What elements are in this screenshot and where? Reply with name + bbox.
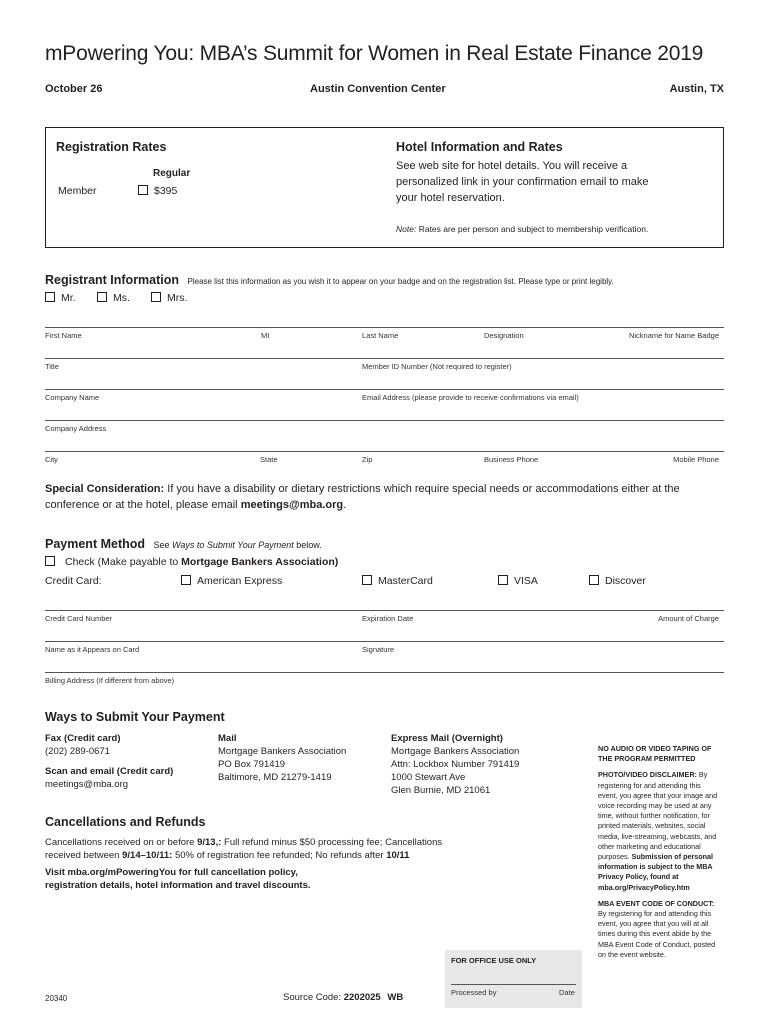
visa-checkbox[interactable] [498, 575, 508, 585]
scan-title: Scan and email (Credit card) [45, 766, 174, 777]
payment-header [45, 535, 322, 553]
card-visa[interactable] [498, 575, 538, 587]
member-price: $395 [154, 185, 178, 197]
cancel-date: 9/13,: [197, 837, 222, 848]
mr-checkbox[interactable] [45, 292, 55, 302]
field-line-billing[interactable] [45, 672, 724, 673]
amex-label: American Express [197, 575, 283, 587]
card-number-label: Credit Card Number [45, 614, 113, 623]
state-label: State [260, 455, 278, 464]
mrs-checkbox[interactable] [151, 292, 161, 302]
photo-title: PHOTO/VIDEO DISCLAIMER: [598, 770, 697, 780]
field-line-address[interactable] [45, 420, 724, 421]
note-text: Rates are per person and subject to membership verification. [418, 224, 649, 234]
mobile-phone-label: Mobile Phone [673, 455, 719, 464]
visa-label: VISA [514, 575, 538, 587]
ms-checkbox[interactable] [97, 292, 107, 302]
mi-label: MI [261, 331, 270, 340]
check-payee: Mortgage Bankers Association) [181, 556, 339, 568]
event-date: October 26 [45, 83, 103, 95]
salutation-mrs[interactable] [151, 292, 187, 304]
note-label: Note: [396, 224, 417, 234]
member-label: Member [58, 185, 97, 197]
expiration-label: Expiration Date [362, 614, 414, 623]
express-line: 1000 Stewart Ave [391, 772, 466, 783]
cancel-text: Full refund minus $50 processing fee; Cancellations [224, 837, 443, 848]
cancel-text: Cancellations received on or before [45, 837, 195, 848]
cancel-text: received between [45, 850, 120, 861]
zip-label: Zip [362, 455, 373, 464]
cancel-text: 50% of registration fee refunded; No refunds after [174, 850, 384, 861]
see-italic: Ways to Submit Your Payment [172, 540, 294, 550]
mail-line: PO Box 791419 [218, 759, 286, 770]
credit-card-label: Credit Card: [45, 575, 102, 587]
processed-by-label: Processed by [451, 988, 497, 997]
discover-label: Discover [605, 575, 646, 587]
hotel-heading: Hotel Information and Rates [396, 140, 563, 154]
member-rate-checkbox[interactable] [138, 185, 148, 195]
signature-label: Signature [362, 645, 395, 654]
city-label: City [45, 455, 58, 464]
express-title: Express Mail (Overnight) [391, 733, 503, 744]
ms-label: Ms. [113, 292, 130, 304]
special-end: . [343, 499, 347, 511]
field-line-name[interactable] [45, 327, 724, 328]
scan-email: meetings@mba.org [45, 779, 129, 790]
cancel-body [45, 836, 565, 892]
mail-line: Baltimore, MD 21279-1419 [218, 772, 332, 783]
billing-label: Billing Address (If different from above) [45, 676, 175, 685]
salutation-ms[interactable] [97, 292, 130, 304]
check-prefix: Check (Make payable to [65, 556, 179, 568]
field-line-card-name[interactable] [45, 641, 724, 642]
see-suffix: below. [296, 540, 322, 550]
registrant-header [45, 271, 614, 289]
company-name-label: Company Name [45, 393, 100, 402]
name-on-card-label: Name as it Appears on Card [45, 645, 140, 654]
special-text: If you have a disability or dietary restrictions which require special needs or accommodations either at the conference or at the hotel, please email [45, 483, 680, 511]
source-code [283, 992, 403, 1003]
express-line: Glen Burnie, MD 21061 [391, 785, 491, 796]
express-block [391, 732, 519, 797]
office-heading: FOR OFFICE USE ONLY [451, 956, 537, 965]
field-line-company[interactable] [45, 389, 724, 390]
cancel-date: 10/11 [386, 850, 410, 861]
card-amex[interactable] [181, 575, 282, 587]
see-prefix: See [153, 540, 170, 550]
event-venue: Austin Convention Center [310, 83, 446, 95]
mrs-label: Mrs. [167, 292, 188, 304]
source-initials: WB [387, 992, 404, 1003]
fax-block [45, 732, 173, 791]
payment-see [153, 540, 321, 550]
cancel-heading: Cancellations and Refunds [45, 815, 206, 829]
fax-number: (202) 289-0671 [45, 746, 110, 757]
code-of-conduct [598, 899, 720, 960]
check-option[interactable] [45, 556, 338, 568]
source-label: Source Code: [283, 992, 342, 1003]
amex-checkbox[interactable] [181, 575, 191, 585]
cancel-line-2 [45, 849, 565, 862]
express-line: Mortgage Bankers Association [391, 746, 520, 757]
nickname-label: Nickname for Name Badge [628, 331, 719, 340]
cancel-line-1 [45, 836, 565, 849]
event-city: Austin, TX [669, 83, 724, 95]
registration-rates-heading: Registration Rates [56, 140, 167, 154]
mail-title: Mail [218, 733, 237, 744]
visit-line-1: Visit mba.org/mPoweringYou for full cancellation policy, [45, 867, 298, 878]
business-phone-label: Business Phone [484, 455, 539, 464]
ways-heading: Ways to Submit Your Payment [45, 710, 225, 724]
special-label: Special Consideration: [45, 483, 165, 495]
code-title: MBA EVENT CODE OF CONDUCT: [598, 898, 715, 908]
source-code-value: 2202025 [343, 992, 381, 1003]
last-name-label: Last Name [362, 331, 399, 340]
registrant-heading: Registrant Information [45, 273, 180, 287]
page-title: mPowering You: MBA’s Summit for Women in Real Estate Finance 2019 [45, 42, 704, 65]
member-rate-option[interactable] [138, 185, 177, 197]
no-audio-notice: NO AUDIO OR VIDEO TAPING OF THE PROGRAM PERMITTED [598, 744, 712, 764]
member-id-label: Member ID Number (Not required to register) [362, 362, 512, 371]
card-mastercard[interactable] [362, 575, 433, 587]
disclaimer-sidebar [598, 744, 720, 960]
form-id: 20340 [45, 994, 68, 1003]
cancel-date: 9/14–10/11: [122, 850, 173, 861]
field-line-title[interactable] [45, 358, 724, 359]
title-label: Title [45, 362, 59, 371]
payment-heading: Payment Method [45, 537, 146, 551]
amount-label: Amount of Charge [658, 614, 719, 623]
discover-checkbox[interactable] [589, 575, 599, 585]
photo-disclaimer [598, 770, 720, 892]
designation-label: Designation [484, 331, 524, 340]
photo-text: By registering for and attending this event, you agree that your image and voice recording may be used at any time, without further notification, for printed materials, websites, social media, live-streaming, webcasts, and other marketing and educational purposes. [598, 770, 718, 862]
hotel-note [396, 224, 648, 234]
visit-line-2: registration details, hotel information and travel discounts. [45, 880, 311, 891]
company-address-label: Company Address [45, 424, 107, 433]
office-line[interactable] [451, 984, 576, 985]
mail-line: Mortgage Bankers Association [218, 746, 347, 757]
mastercard-label: MasterCard [378, 575, 433, 587]
photo-privacy: Submission of personal information is subject to the MBA Privacy Policy, found at mba.org/PrivacyPolicy.htm [598, 852, 714, 892]
field-line-card-number[interactable] [45, 610, 724, 611]
check-checkbox[interactable] [45, 556, 55, 566]
special-email: meetings@mba.org [240, 499, 344, 511]
mastercard-checkbox[interactable] [362, 575, 372, 585]
special-consideration [45, 481, 705, 513]
card-discover[interactable] [589, 575, 646, 587]
mr-label: Mr. [61, 292, 76, 304]
first-name-label: First Name [45, 331, 82, 340]
code-text: By registering for and attending this event, you agree that you will at all times during this event abide by the MBA Event Code of Conduct, posted on the event website. [598, 909, 716, 959]
mail-block [218, 732, 346, 784]
fax-title: Fax (Credit card) [45, 733, 121, 744]
registrant-instruction: Please list this information as you wish it to appear on your badge and on the registration list. Please type or print legibly. [187, 277, 614, 286]
field-line-city[interactable] [45, 451, 724, 452]
rate-column-label: Regular [153, 168, 191, 179]
hotel-body: See web site for hotel details. You will receive a personalized link in your confirmation email to make your hotel reservation. [396, 160, 649, 204]
express-line: Attn: Lockbox Number 791419 [391, 759, 520, 770]
office-date-label: Date [559, 988, 575, 997]
salutation-mr[interactable] [45, 292, 76, 304]
email-label: Email Address (please provide to receive confirmations via email) [362, 393, 579, 402]
